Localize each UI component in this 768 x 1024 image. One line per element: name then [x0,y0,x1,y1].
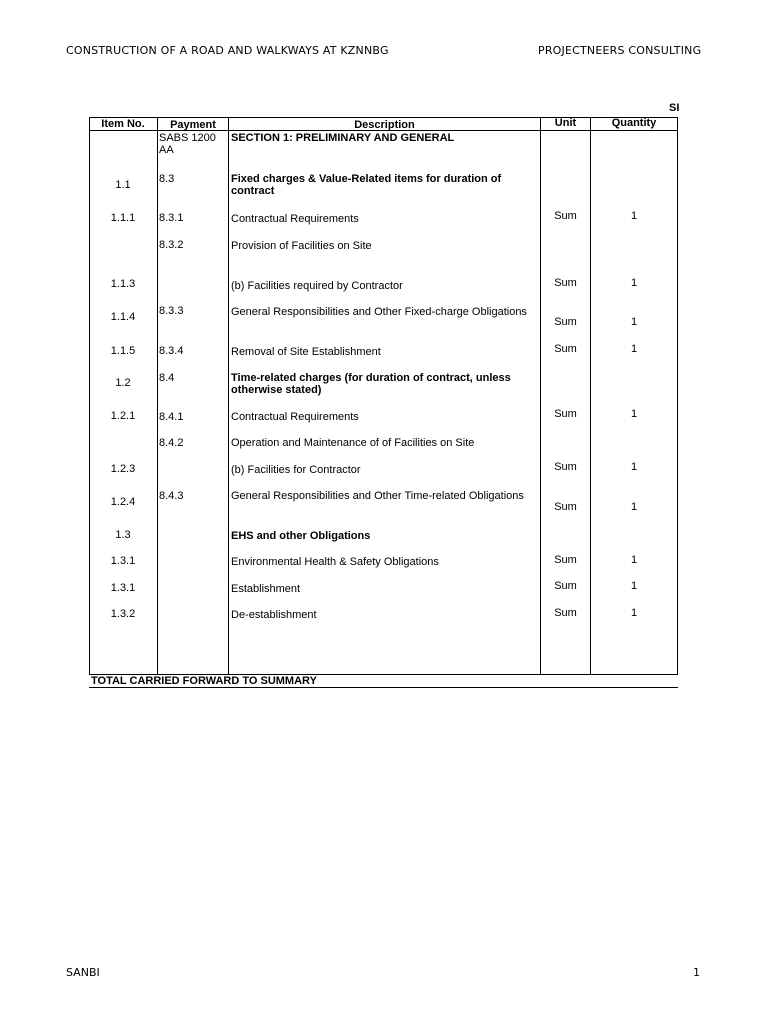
item-description: Provision of Facilities on Site [231,240,372,252]
unit-value: Sum [554,554,577,566]
unit-value: Sum [554,501,577,513]
unit-value: Sum [554,607,577,619]
item-description: Contractual Requirements [231,411,359,423]
item-no: 1.1.3 [110,278,136,290]
item-no: 1.1 [115,179,131,191]
unit-value: Sum [554,343,577,355]
total-carried-forward: TOTAL CARRIED FORWARD TO SUMMARY [91,675,317,687]
payment-ref: SABS 1200 AA [159,132,216,156]
item-no: 1.3.1 [110,582,136,594]
unit-value: Sum [554,210,577,222]
payment-ref: 8.3.2 [159,239,184,251]
item-no: 1.1.5 [110,345,136,357]
consultant-name: PROJECTNEERS CONSULTING [538,44,702,57]
item-description: (b) Facilities required by Contractor [231,280,403,292]
payment-ref: 8.4.3 [159,490,184,502]
quantity-value: 1 [630,501,638,513]
item-description: Operation and Maintenance of of Facilities on Site [231,437,475,449]
item-description: Removal of Site Establishment [231,346,381,358]
quantity-value: 1 [630,316,638,328]
item-description: De-establishment [231,609,317,621]
col-header-item: Item No. [101,118,145,130]
col-header-description: Description [354,119,415,131]
quantity-value: 1 [630,210,638,222]
bill-of-quantities-table [89,117,678,687]
item-description: EHS and other Obligations [231,530,371,542]
item-no: 1.2.1 [110,410,136,422]
footer-organisation: SANBI [66,966,100,979]
col-right-border [677,117,678,675]
item-no: 1.2.3 [110,463,136,475]
item-no: 1.1.4 [110,311,136,323]
item-description: Environmental Health & Safety Obligations [231,556,439,568]
col-header-quantity: Quantity [611,117,657,129]
item-no: 1.3.1 [110,555,136,567]
sheet-mark: SI [669,102,680,114]
quantity-value: 1 [630,408,638,420]
payment-ref: 8.3.4 [159,345,184,357]
col-divider-payment [157,117,158,675]
table-bottom-border [89,687,678,688]
item-no: 1.1.1 [110,212,136,224]
item-description: Time-related charges (for duration of contract, unless otherwise stated) [231,372,511,396]
item-no: 1.2.4 [110,496,136,508]
quantity-value: 1 [630,580,638,592]
col-header-unit: Unit [554,117,577,129]
payment-ref: 8.4.2 [159,437,184,449]
item-description: General Responsibilities and Other Time-related Obligations [231,490,524,502]
col-header-payment: Payment [170,119,216,131]
item-description: Establishment [231,583,301,595]
quantity-value: 1 [630,607,638,619]
item-description: Fixed charges & Value-Related items for duration of contract [231,173,502,197]
item-description: Contractual Requirements [231,213,359,225]
unit-value: Sum [554,461,577,473]
unit-value: Sum [554,580,577,592]
payment-ref: 8.4 [159,372,175,384]
quantity-value: 1 [630,343,638,355]
item-description: General Responsibilities and Other Fixed-charge Obligations [231,306,527,318]
quantity-value: 1 [630,277,638,289]
quantity-value: 1 [630,461,638,473]
project-title: CONSTRUCTION OF A ROAD AND WALKWAYS AT KZNNBG [66,44,389,57]
payment-ref: 8.4.1 [159,411,184,423]
payment-ref: 8.3 [159,173,175,185]
item-description: (b) Facilities for Contractor [231,464,361,476]
col-divider-description [228,117,229,675]
unit-value: Sum [554,277,577,289]
item-no: 1.3.2 [110,608,136,620]
quantity-value: 1 [630,554,638,566]
page-number: 1 [693,966,700,979]
unit-value: Sum [554,316,577,328]
unit-value: Sum [554,408,577,420]
section-title: SECTION 1: PRELIMINARY AND GENERAL [231,132,455,144]
item-no: 1.3 [115,529,131,541]
payment-ref: 8.3.3 [159,305,184,317]
payment-ref: 8.3.1 [159,212,184,224]
item-no: 1.2 [115,377,131,389]
